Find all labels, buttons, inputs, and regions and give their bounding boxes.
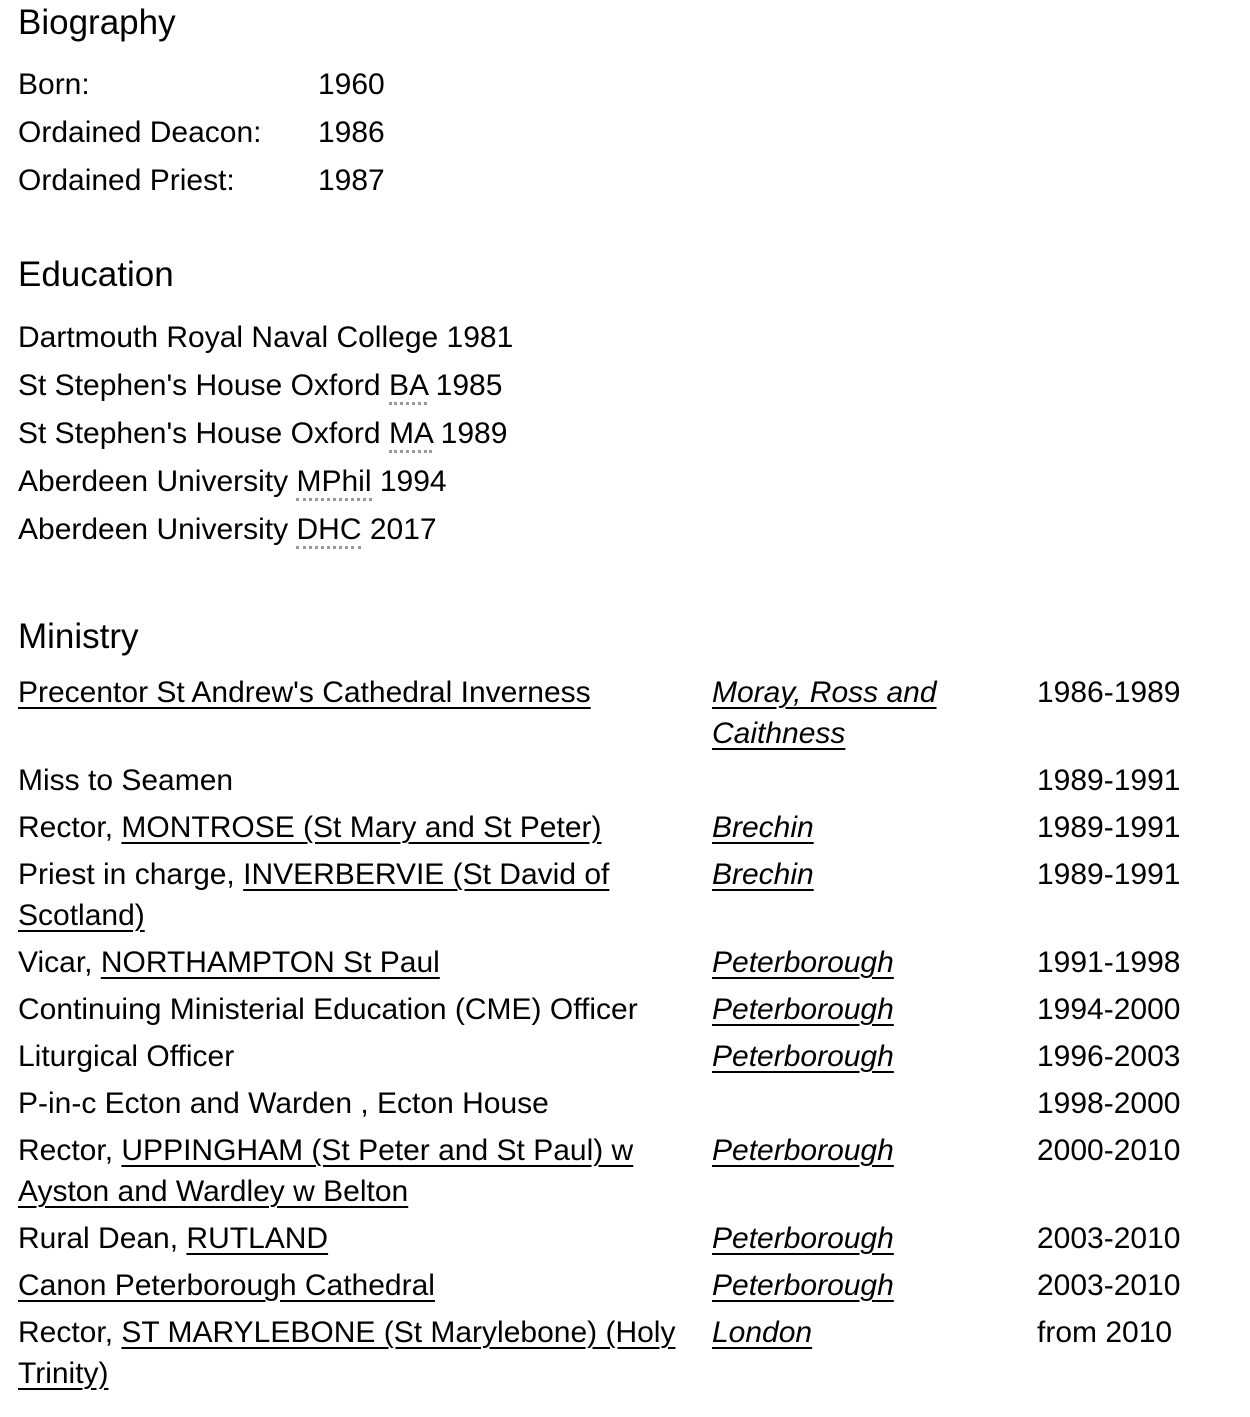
post-prefix: Continuing Ministerial Education (CME) Officer	[18, 993, 638, 1026]
post-cell	[18, 851, 712, 939]
post-cell	[18, 1127, 712, 1215]
post-cell	[18, 757, 712, 804]
ministry-row	[18, 1127, 1250, 1215]
biography-section	[18, 2, 1250, 205]
ministry-row	[18, 1262, 1250, 1309]
education-entry	[18, 506, 1250, 554]
diocese-cell	[712, 939, 1037, 986]
years-cell: 2003-2010	[1037, 1269, 1181, 1302]
degree-abbr: BA	[389, 369, 427, 405]
education-heading: Education	[18, 255, 174, 294]
diocese-cell	[712, 1033, 1037, 1080]
post-prefix: Rector,	[18, 1134, 114, 1167]
post-prefix: Priest in charge,	[18, 858, 235, 891]
years-cell: 1991-1998	[1037, 946, 1181, 979]
education-entry	[18, 410, 1250, 458]
biography-row-label: Ordained Deacon:	[18, 116, 262, 149]
biography-table	[18, 61, 385, 205]
post-cell	[18, 1262, 712, 1309]
years-cell: 2003-2010	[1037, 1222, 1181, 1255]
diocese-cell	[712, 1309, 1037, 1397]
post-link[interactable]: ST MARYLEBONE (St Marylebone) (Holy Trinity)	[18, 1316, 676, 1390]
post-prefix: Vicar,	[18, 946, 93, 979]
diocese-link[interactable]: Moray, Ross and Caithness	[712, 676, 937, 750]
years-cell: 1989-1991	[1037, 858, 1181, 891]
education-list	[18, 314, 1250, 554]
education-entry-text: St Stephen's House Oxford	[18, 369, 381, 402]
ministry-row	[18, 939, 1250, 986]
post-cell	[18, 1033, 712, 1080]
diocese-link[interactable]: Peterborough	[712, 1222, 894, 1255]
diocese-link[interactable]: Peterborough	[712, 946, 894, 979]
post-link[interactable]: Precentor St Andrew's Cathedral Inverness	[18, 676, 591, 709]
diocese-cell	[712, 1215, 1037, 1262]
post-prefix: Rector,	[18, 811, 114, 844]
ministry-row	[18, 1309, 1250, 1397]
post-link[interactable]: MONTROSE (St Mary and St Peter)	[121, 811, 602, 844]
ministry-row	[18, 1033, 1250, 1080]
ministry-row	[18, 851, 1250, 939]
post-link[interactable]: RUTLAND	[186, 1222, 329, 1255]
degree-abbr: DHC	[296, 513, 361, 549]
education-entry	[18, 362, 1250, 410]
diocese-link[interactable]: Peterborough	[712, 1269, 894, 1302]
post-link[interactable]: INVERBERVIE (St David of Scotland)	[18, 858, 610, 932]
education-entry-text: St Stephen's House Oxford	[18, 417, 381, 450]
diocese-link[interactable]: Peterborough	[712, 993, 894, 1026]
years-cell: 1989-1991	[1037, 764, 1181, 797]
years-cell: 2000-2010	[1037, 1134, 1181, 1167]
diocese-cell	[712, 804, 1037, 851]
ministry-section	[18, 616, 1250, 1397]
post-cell	[18, 1309, 712, 1397]
biography-row	[18, 61, 385, 109]
education-entry	[18, 314, 1250, 362]
biography-row-label: Born:	[18, 68, 90, 101]
ministry-row	[18, 804, 1250, 851]
post-link[interactable]: NORTHAMPTON St Paul	[100, 946, 440, 979]
diocese-link[interactable]: Brechin	[712, 858, 814, 891]
diocese-cell	[712, 1080, 1037, 1127]
post-prefix: Rector,	[18, 1316, 114, 1349]
diocese-cell	[712, 757, 1037, 804]
education-entry-text: Aberdeen University	[18, 513, 289, 546]
post-cell	[18, 986, 712, 1033]
post-cell	[18, 669, 712, 757]
post-prefix: Miss to Seamen	[18, 764, 234, 797]
ministry-heading: Ministry	[18, 617, 139, 656]
ministry-row	[18, 757, 1250, 804]
post-cell	[18, 804, 712, 851]
education-entry-year: 1985	[435, 369, 503, 402]
education-entry-text: Aberdeen University	[18, 465, 289, 498]
ministry-row	[18, 986, 1250, 1033]
diocese-cell	[712, 1262, 1037, 1309]
diocese-link[interactable]: London	[712, 1316, 813, 1349]
diocese-link[interactable]: Peterborough	[712, 1040, 894, 1073]
ministry-row	[18, 1215, 1250, 1262]
education-entry-year: 1981	[446, 321, 514, 354]
biography-row-value: 1987	[318, 164, 385, 197]
degree-abbr: MPhil	[296, 465, 371, 501]
education-entry-text: Dartmouth Royal Naval College	[18, 321, 439, 354]
education-entry-year: 1989	[440, 417, 508, 450]
ministry-row	[18, 1080, 1250, 1127]
diocese-cell	[712, 1127, 1037, 1215]
years-cell: 1998-2000	[1037, 1087, 1181, 1120]
diocese-cell	[712, 986, 1037, 1033]
post-prefix: Liturgical Officer	[18, 1040, 235, 1073]
years-cell: 1996-2003	[1037, 1040, 1181, 1073]
education-section	[18, 254, 1250, 554]
post-cell	[18, 1080, 712, 1127]
years-cell: from 2010	[1037, 1316, 1173, 1349]
education-entry-year: 2017	[369, 513, 437, 546]
years-cell: 1989-1991	[1037, 811, 1181, 844]
post-link[interactable]: UPPINGHAM (St Peter and St Paul) w Ayston and Wardley w Belton	[18, 1134, 634, 1208]
post-prefix: P-in-c Ecton and Warden , Ecton House	[18, 1087, 549, 1120]
biography-row-label: Ordained Priest:	[18, 164, 235, 197]
biography-row	[18, 109, 385, 157]
years-cell: 1994-2000	[1037, 993, 1181, 1026]
biography-row	[18, 157, 385, 205]
diocese-cell	[712, 851, 1037, 939]
post-link[interactable]: Canon Peterborough Cathedral	[18, 1269, 435, 1302]
biography-heading: Biography	[18, 3, 176, 42]
post-cell	[18, 939, 712, 986]
diocese-cell	[712, 669, 1037, 757]
biography-row-value: 1960	[318, 68, 385, 101]
ministry-row	[18, 669, 1250, 757]
education-entry-year: 1994	[379, 465, 447, 498]
ministry-table	[18, 669, 1250, 1397]
degree-abbr: MA	[389, 417, 432, 453]
post-cell	[18, 1215, 712, 1262]
diocese-link[interactable]: Brechin	[712, 811, 814, 844]
post-prefix: Rural Dean,	[18, 1222, 179, 1255]
education-entry	[18, 458, 1250, 506]
years-cell: 1986-1989	[1037, 676, 1181, 709]
diocese-link[interactable]: Peterborough	[712, 1134, 894, 1167]
biography-row-value: 1986	[318, 116, 385, 149]
